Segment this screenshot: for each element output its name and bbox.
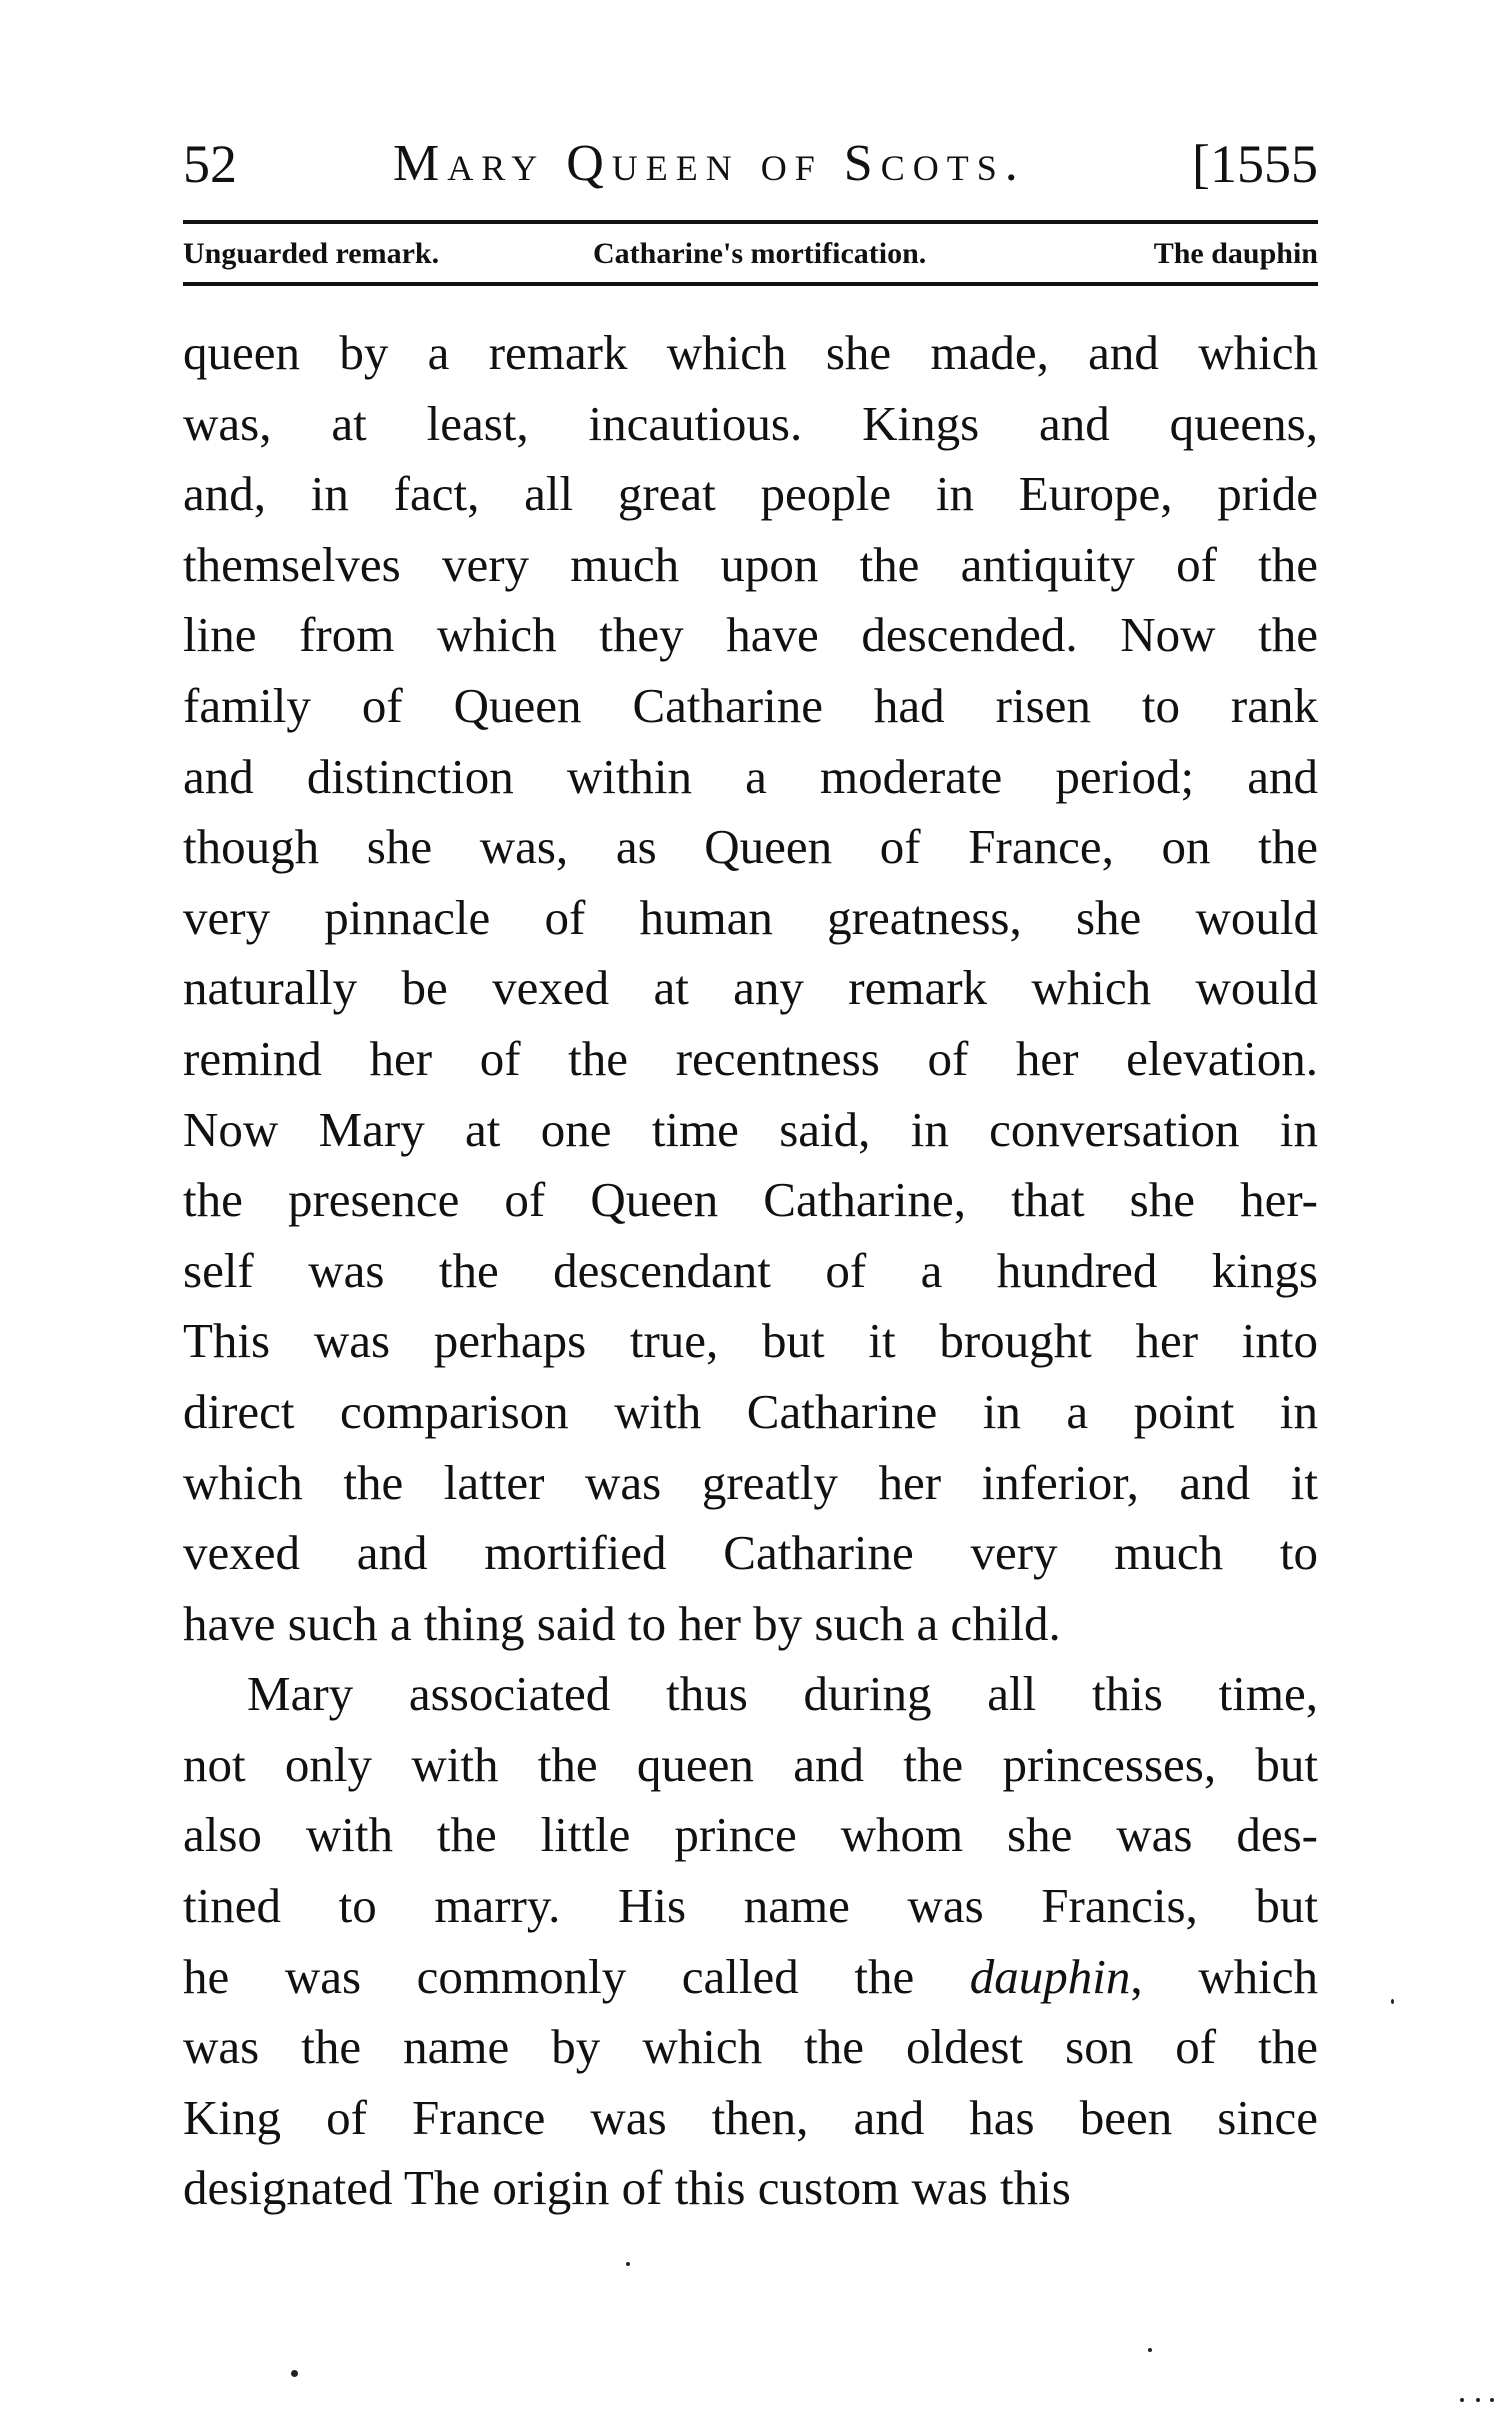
text-line: was the name by which the oldest son of the (183, 2019, 1318, 2075)
text-line-with-italic (183, 1942, 1318, 2013)
text-line: have such a thing said to her by such a child. (183, 1595, 1061, 1651)
print-speck (291, 2370, 298, 2377)
text-line: queen by a remark which she made, and which (183, 325, 1318, 380)
body-text (183, 318, 1318, 2224)
text-line: naturally be vexed at any remark which would (183, 960, 1318, 1016)
print-speck (1391, 1999, 1394, 2004)
print-speck (626, 2262, 630, 2266)
side-note-left: Unguarded remark. (183, 237, 440, 270)
text-line: self was the descendant of a hundred kings (183, 1242, 1318, 1298)
text-line: King of France was then, and has been since (183, 2089, 1318, 2145)
side-note-right: The dauphin (1153, 237, 1318, 270)
text-line: direct comparison with Catharine in a point in (183, 1383, 1318, 1439)
header-rule-top (183, 220, 1318, 224)
text-line: remind her of the recentness of her elevation. (183, 1030, 1318, 1086)
italic-word: dauphin (969, 1948, 1131, 2004)
running-head (183, 132, 1318, 202)
header-rule-bottom (183, 282, 1318, 286)
text-line: though she was, as Queen of France, on the (183, 819, 1318, 875)
running-title: Mary Queen of Scots. (393, 135, 1026, 192)
text-fragment: , which (1130, 1948, 1318, 2004)
print-speck (1490, 2398, 1494, 2402)
print-speck (1476, 2398, 1480, 2402)
text-line: themselves very much upon the antiquity of the (183, 536, 1318, 592)
text-line: vexed and mortified Catharine very much to (183, 1525, 1318, 1581)
text-line: Mary associated thus during all this time, (247, 1666, 1318, 1722)
paragraph-1 (183, 318, 1318, 1659)
text-line: This was perhaps true, but it brought her into (183, 1313, 1318, 1369)
text-line: line from which they have descended. Now the (183, 607, 1318, 663)
text-line: designated The origin of this custom was this (183, 2160, 1071, 2216)
text-line: was, at least, incautious. Kings and queens, (183, 395, 1318, 451)
print-speck (1460, 2398, 1464, 2402)
text-line: which the latter was greatly her inferior, and it (183, 1454, 1318, 1510)
text-line: very pinnacle of human greatness, she would (183, 889, 1318, 945)
text-line: also with the little prince whom she was des- (183, 1807, 1318, 1863)
text-line: Now Mary at one time said, in conversation in (183, 1101, 1318, 1157)
page-number: 52 (183, 134, 237, 194)
text-line: not only with the queen and the princesses, but (183, 1736, 1318, 1792)
text-line: tined to marry. His name was Francis, but (183, 1878, 1318, 1934)
paragraph-2 (183, 1659, 1318, 2224)
text-line: the presence of Queen Catharine, that she her- (183, 1172, 1318, 1228)
text-line: and, in fact, all great people in Europe, pride (183, 466, 1318, 522)
side-notes (183, 228, 1318, 280)
text-line: family of Queen Catharine had risen to rank (183, 677, 1318, 733)
text-fragment: he was commonly called the (183, 1948, 970, 2004)
side-note-center: Catharine's mortification. (593, 237, 927, 270)
text-line: and distinction within a moderate period; and (183, 748, 1318, 804)
running-year: [1555 (1192, 134, 1318, 194)
print-speck (1148, 2348, 1152, 2352)
